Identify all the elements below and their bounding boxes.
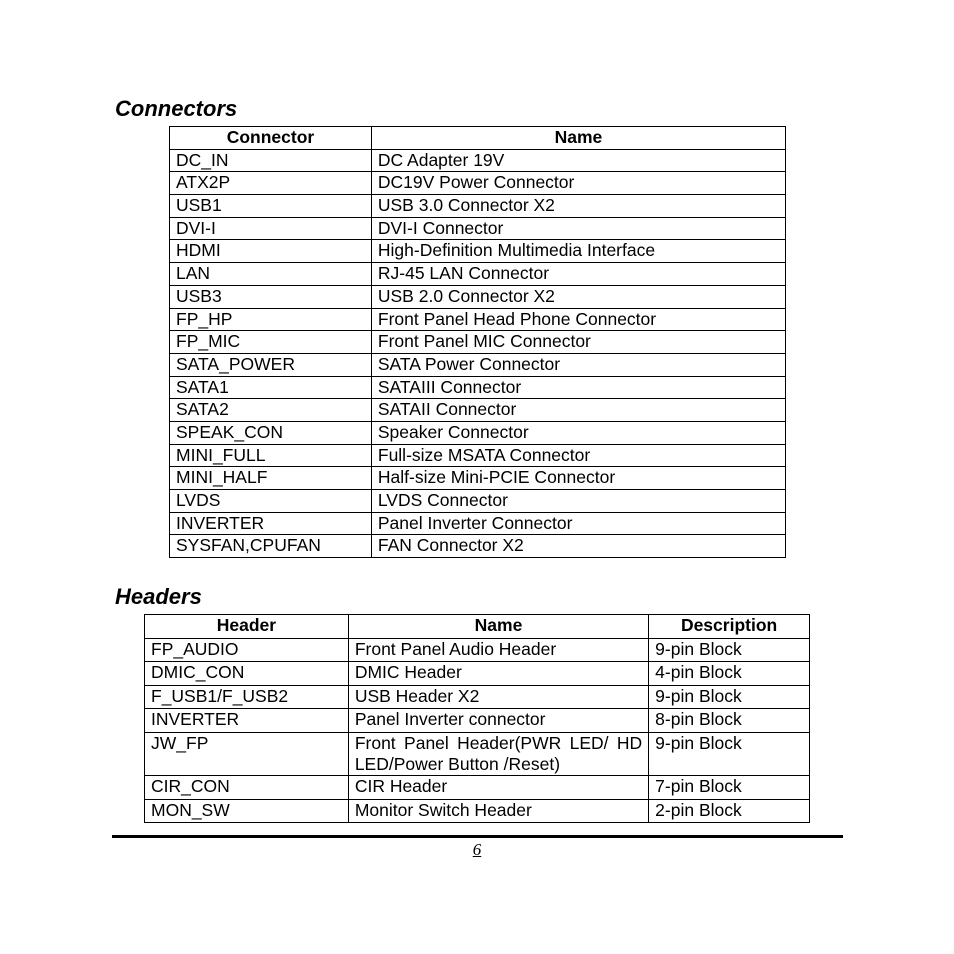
- table-row: [170, 308, 786, 331]
- column-header-header: Header: [145, 615, 349, 639]
- name-cell: Half-size Mini-PCIE Connector: [371, 467, 785, 490]
- name-cell: SATAIII Connector: [371, 376, 785, 399]
- connector-cell: USB3: [170, 285, 372, 308]
- connectors-section-title: Connectors: [115, 96, 238, 121]
- name-cell: DMIC Header: [348, 662, 648, 686]
- connector-cell: DVI-I: [170, 217, 372, 240]
- connector-cell: FP_HP: [170, 308, 372, 331]
- table-row: [145, 775, 810, 799]
- name-cell: USB 2.0 Connector X2: [371, 285, 785, 308]
- table-row: [170, 467, 786, 490]
- connector-cell: SATA1: [170, 376, 372, 399]
- table-row: [170, 421, 786, 444]
- table-row: [170, 195, 786, 218]
- connector-cell: FP_MIC: [170, 331, 372, 354]
- connector-cell: SPEAK_CON: [170, 421, 372, 444]
- table-row: [170, 285, 786, 308]
- name-cell: DVI-I Connector: [371, 217, 785, 240]
- connector-cell: LAN: [170, 263, 372, 286]
- connector-cell: ATX2P: [170, 172, 372, 195]
- header-cell: JW_FP: [145, 732, 349, 775]
- description-cell: 4-pin Block: [649, 662, 810, 686]
- description-cell: 9-pin Block: [649, 638, 810, 662]
- page-number: [0, 840, 954, 860]
- table-row: [170, 263, 786, 286]
- name-cell: Panel Inverter Connector: [371, 512, 785, 535]
- table-row: [145, 685, 810, 709]
- name-cell: Speaker Connector: [371, 421, 785, 444]
- connector-cell: SATA_POWER: [170, 353, 372, 376]
- name-cell: USB 3.0 Connector X2: [371, 195, 785, 218]
- name-cell: Front Panel MIC Connector: [371, 331, 785, 354]
- name-cell: High-Definition Multimedia Interface: [371, 240, 785, 263]
- description-cell: 8-pin Block: [649, 709, 810, 733]
- connector-cell: DC_IN: [170, 149, 372, 172]
- table-header-row: [170, 127, 786, 150]
- table-row: [170, 444, 786, 467]
- header-cell: FP_AUDIO: [145, 638, 349, 662]
- table-row: [145, 732, 810, 775]
- connector-cell: MINI_FULL: [170, 444, 372, 467]
- table-row: [170, 149, 786, 172]
- column-header-name: Name: [371, 127, 785, 150]
- column-header-connector: Connector: [170, 127, 372, 150]
- table-row: [145, 709, 810, 733]
- table-row: [170, 535, 786, 558]
- table-row: [170, 376, 786, 399]
- name-cell: USB Header X2: [348, 685, 648, 709]
- description-cell: 9-pin Block: [649, 685, 810, 709]
- name-cell: Front Panel Header(PWR LED/ HD LED/Power Button /Reset): [348, 732, 648, 775]
- name-cell: Front Panel Head Phone Connector: [371, 308, 785, 331]
- connectors-table: [169, 126, 786, 558]
- headers-section-title: Headers: [115, 584, 202, 609]
- connector-cell: SYSFAN,CPUFAN: [170, 535, 372, 558]
- table-header-row: [145, 615, 810, 639]
- name-cell: Full-size MSATA Connector: [371, 444, 785, 467]
- column-header-description: Description: [649, 615, 810, 639]
- header-cell: CIR_CON: [145, 775, 349, 799]
- table-row: [170, 399, 786, 422]
- table-row: [170, 331, 786, 354]
- connector-cell: INVERTER: [170, 512, 372, 535]
- column-header-name: Name: [348, 615, 648, 639]
- connector-cell: LVDS: [170, 490, 372, 513]
- name-cell: SATA Power Connector: [371, 353, 785, 376]
- table-row: [170, 172, 786, 195]
- footer-divider: [112, 835, 843, 838]
- name-cell: CIR Header: [348, 775, 648, 799]
- name-cell: Monitor Switch Header: [348, 799, 648, 823]
- name-cell: RJ-45 LAN Connector: [371, 263, 785, 286]
- headers-table: [144, 614, 810, 823]
- header-cell: DMIC_CON: [145, 662, 349, 686]
- table-row: [170, 512, 786, 535]
- page-number-text: 6: [472, 840, 482, 859]
- description-cell: 7-pin Block: [649, 775, 810, 799]
- table-row: [170, 217, 786, 240]
- header-cell: INVERTER: [145, 709, 349, 733]
- name-cell: SATAII Connector: [371, 399, 785, 422]
- connector-cell: USB1: [170, 195, 372, 218]
- header-cell: MON_SW: [145, 799, 349, 823]
- connector-cell: SATA2: [170, 399, 372, 422]
- name-cell: LVDS Connector: [371, 490, 785, 513]
- table-row: [170, 353, 786, 376]
- table-row: [145, 799, 810, 823]
- name-cell: Front Panel Audio Header: [348, 638, 648, 662]
- table-row: [145, 662, 810, 686]
- table-row: [170, 240, 786, 263]
- name-cell: FAN Connector X2: [371, 535, 785, 558]
- description-cell: 9-pin Block: [649, 732, 810, 775]
- connector-cell: MINI_HALF: [170, 467, 372, 490]
- description-cell: 2-pin Block: [649, 799, 810, 823]
- name-cell: Panel Inverter connector: [348, 709, 648, 733]
- table-row: [145, 638, 810, 662]
- connector-cell: HDMI: [170, 240, 372, 263]
- name-cell: DC19V Power Connector: [371, 172, 785, 195]
- table-row: [170, 490, 786, 513]
- header-cell: F_USB1/F_USB2: [145, 685, 349, 709]
- name-cell: DC Adapter 19V: [371, 149, 785, 172]
